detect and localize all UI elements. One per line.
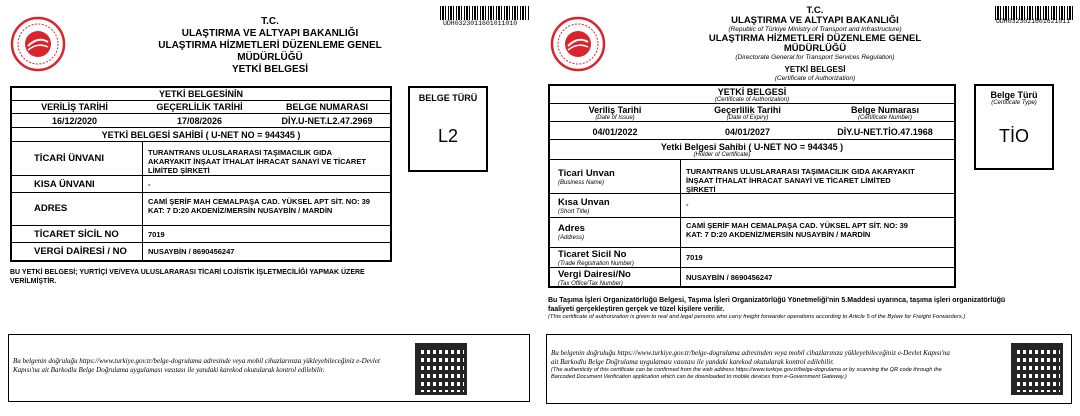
verification-text-tr: Bu belgenin doğruluğu https://www.turkiye.gov.tr/belge-dogrulama adresinden veya mobil cihazlarınıza yükleyebileceğiniz e-Devlet Kapısı'na ait Barkodlu Belge Doğrulama uygulaması vasıtası ile yandaki karekod okutularak kontrol edilebilir. — [551, 349, 950, 366]
table-row — [12, 193, 390, 226]
short-title: - — [686, 200, 689, 209]
type-title-text: Belge Türü — [990, 90, 1038, 100]
col-header — [550, 105, 680, 121]
header-line-en: (Certificate of Authorization) — [774, 75, 856, 82]
table-row — [550, 140, 954, 160]
field-label: TİCARET SİCİL NO — [34, 229, 119, 240]
certificate-type-box — [974, 84, 1054, 170]
col-header-text: Veriliş Tarihi — [588, 105, 642, 115]
table-row — [550, 122, 954, 140]
table-row — [550, 104, 954, 122]
box-title-text: YETKİ BELGESİ — [717, 87, 787, 97]
table-row — [12, 101, 390, 114]
certificate-table — [548, 84, 956, 288]
table-row — [12, 88, 390, 101]
business-name: TURANTRANS ULUSLARARASI TAŞIMACILIK GIDA AKARYAKIT İNŞAAT İTHALAT İHRACAT SANAYİ VE TİCARET LİMİTED ŞİRKETİ — [148, 148, 366, 175]
field-label-text: Ticaret Sicil No — [558, 249, 627, 260]
expiry-date: 04/01/2027 — [724, 127, 771, 137]
col-header-text: Geçerlilik Tarihi — [714, 105, 781, 115]
address: CAMİ ŞERİF MAH CEMALPAŞA CAD. YÜKSEL APT SİT. NO: 39 KAT: 7 D:20 AKDENİZ/MERSİN NUSAYBİN / MARDİN — [686, 221, 908, 239]
table-row — [550, 248, 954, 268]
document-header — [130, 16, 410, 76]
barcode-number: UDH0323021601621011 — [996, 18, 1071, 25]
barcode — [440, 6, 530, 20]
field-label-text: Ticari Unvan — [558, 168, 615, 179]
certificate-note: BU YETKİ BELGESİ; YURTİÇİ VE/VEYA ULUSLARARASI TİCARİ LOJİSTİK İŞLETMECİLİĞİ YAPMAK ÜZERE VERİLMİŞTİR. — [10, 269, 365, 285]
table-row — [550, 160, 954, 194]
field-label: ADRES — [34, 203, 68, 214]
type-title — [976, 90, 1052, 106]
document-header — [680, 6, 950, 83]
right-certificate — [540, 0, 1080, 416]
col-header-en: (Certificate Number) — [857, 115, 912, 121]
header-line: ULAŞTIRMA VE ALTYAPI BAKANLIĞI — [731, 15, 899, 26]
field-label: KISA ÜNVANI — [34, 179, 95, 190]
header-line-en: (Republic of Türkiye Ministry of Transport and Infrastructure) — [728, 26, 902, 33]
holder-title — [550, 142, 954, 158]
certificate-note — [548, 296, 1008, 321]
type-value: L2 — [437, 126, 459, 146]
table-row — [12, 176, 390, 193]
note-text: Bu Taşıma İşleri Organizatörlüğü Belgesi, Taşıma İşleri Organizatörlüğü Yönetmeliği'nin 5.Maddesi uyarınca, taşıma işleri organizatörlüğü faaliyeti gerçekleştiren gerçek ve tüzel kişilere verilir. — [548, 297, 1006, 313]
header-line: ULAŞTIRMA HİZMETLERİ DÜZENLEME GENEL MÜDÜRLÜĞÜ — [708, 33, 922, 54]
table-row — [550, 194, 954, 218]
tax-office: NUSAYBİN / 8690456247 — [148, 247, 235, 256]
qr-code-icon — [415, 343, 467, 395]
table-row — [550, 218, 954, 248]
field-label-en: (Short Title) — [558, 209, 590, 215]
col-header: GEÇERLİLİK TARİHİ — [156, 102, 243, 112]
certificate-type-box — [408, 86, 488, 172]
field-label — [558, 197, 610, 215]
box-title: YETKİ BELGESİNİN — [158, 89, 243, 99]
box-title — [550, 87, 954, 103]
field-label — [558, 249, 634, 267]
verification-footer — [8, 334, 530, 402]
header-line: T.C. — [261, 16, 279, 27]
type-value: TİO — [999, 126, 1029, 146]
business-name: TURANTRANS ULUSLARARASI TAŞIMACILIK GIDA AKARYAKIT İNŞAAT İTHALAT İHRACAT SANAYİ VE TİCARET LİMİTED ŞİRKETİ — [686, 167, 915, 194]
field-label: VERGİ DAİRESİ / NO — [34, 246, 127, 257]
col-header-en: (Date of Expiry) — [726, 115, 769, 121]
header-line-en: (Directorate General for Transport Services Regulation) — [735, 54, 895, 61]
type-title: BELGE TÜRÜ — [418, 93, 478, 103]
verification-text-en: (The authenticity of this certificate can be confirmed from the web address https://www.turkiye.gov.tr/belge-dogrulama or by scanning the QR code through the Barcoded Document Verification application which can be downloaded to mobile devices from e-Government Gateway.) — [551, 367, 942, 380]
tax-office: NUSAYBİN / 8690456247 — [686, 273, 773, 282]
col-header: VERİLİŞ TARİHİ — [41, 102, 108, 112]
table-row — [12, 128, 390, 142]
field-label-en: (Address) — [558, 235, 585, 241]
col-header — [680, 105, 815, 121]
field-label-text: Kısa Unvan — [558, 197, 610, 208]
qr-code-icon — [1011, 343, 1063, 395]
holder-text: Yetki Belgesi Sahibi ( U-NET NO = 944345 ) — [660, 142, 844, 152]
col-header — [815, 105, 955, 121]
table-row — [550, 86, 954, 104]
box-title-en: (Certificate of Authorization) — [714, 97, 790, 103]
ministry-seal-icon — [550, 16, 606, 72]
ministry-seal-icon — [10, 16, 66, 72]
field-label-en: (Business Name) — [558, 180, 605, 186]
expiry-date: 17/08/2026 — [176, 116, 223, 126]
type-title-en: (Certificate Type) — [991, 100, 1037, 106]
field-label-en: (Tax Office/Tax Number) — [558, 281, 623, 287]
verification-text: Bu belgenin doğruluğu https://www.turkiye.gov.tr/belge-dogrulama adresinde veya mobil cihazlarınıza yükleyebileceğiniz e-Devlet Kapısı'na ait Barkodlu Belge Doğrulama uygulaması vasıtası ile yandaki karekod okutularak kontrol edilebilir. — [13, 357, 380, 374]
verification-footer — [546, 334, 1072, 404]
col-header: BELGE NUMARASI — [285, 102, 368, 112]
field-label-text: Adres — [558, 223, 585, 234]
certificate-number: DİY.U-NET.L2.47.2969 — [281, 116, 373, 126]
header-line: T.C. — [806, 5, 824, 16]
address: CAMİ ŞERİF MAH CEMALPAŞA CAD. YÜKSEL APT SİT. NO: 39 KAT: 7 D:20 AKDENİZ/MERSİN NUSAYBİN / MARDİN — [148, 197, 370, 215]
col-header-en: (Date of Issue) — [595, 115, 635, 121]
certificate-number: DİY.U-NET.TİO.47.1968 — [837, 127, 933, 137]
issue-date: 16/12/2020 — [51, 116, 98, 126]
table-row — [12, 142, 390, 176]
issue-date: 04/01/2022 — [592, 127, 638, 137]
short-title: - — [148, 180, 151, 189]
field-label — [558, 269, 631, 287]
field-label: TİCARİ ÜNVANI — [34, 153, 105, 164]
trade-registry: 7019 — [148, 230, 165, 239]
field-label — [558, 168, 615, 186]
certificate-table — [10, 86, 392, 262]
trade-registry: 7019 — [686, 253, 703, 262]
verification-text — [551, 349, 956, 381]
table-row — [12, 226, 390, 243]
barcode-number: UDH0323011601011010 — [443, 20, 518, 27]
table-row — [12, 114, 390, 128]
table-row — [12, 243, 390, 260]
header-line: YETKİ BELGESİ — [784, 65, 846, 74]
header-line: YETKİ BELGESİ — [231, 64, 309, 75]
field-label — [558, 223, 585, 241]
holder-en: (Holder of Certificate) — [693, 152, 751, 158]
table-row — [550, 268, 954, 288]
field-label-text: Vergi Dairesi/No — [558, 269, 631, 280]
header-line: ULAŞTIRMA HİZMETLERİ DÜZENLEME GENEL MÜDÜRLÜĞÜ — [158, 40, 382, 63]
holder-title: YETKİ BELGESİ SAHİBİ ( U-NET NO = 944345 ) — [101, 130, 301, 140]
col-header-text: Belge Numarası — [850, 105, 920, 115]
note-en: (This certificate of authorization is given to real and legal persons who carry freight forwarder operations according to Article 5 of the Bylaw for Freight Forwarders.) — [548, 314, 966, 320]
field-label-en: (Trade Registration Number) — [558, 261, 634, 267]
header-line: ULAŞTIRMA VE ALTYAPI BAKANLIĞI — [181, 28, 359, 39]
